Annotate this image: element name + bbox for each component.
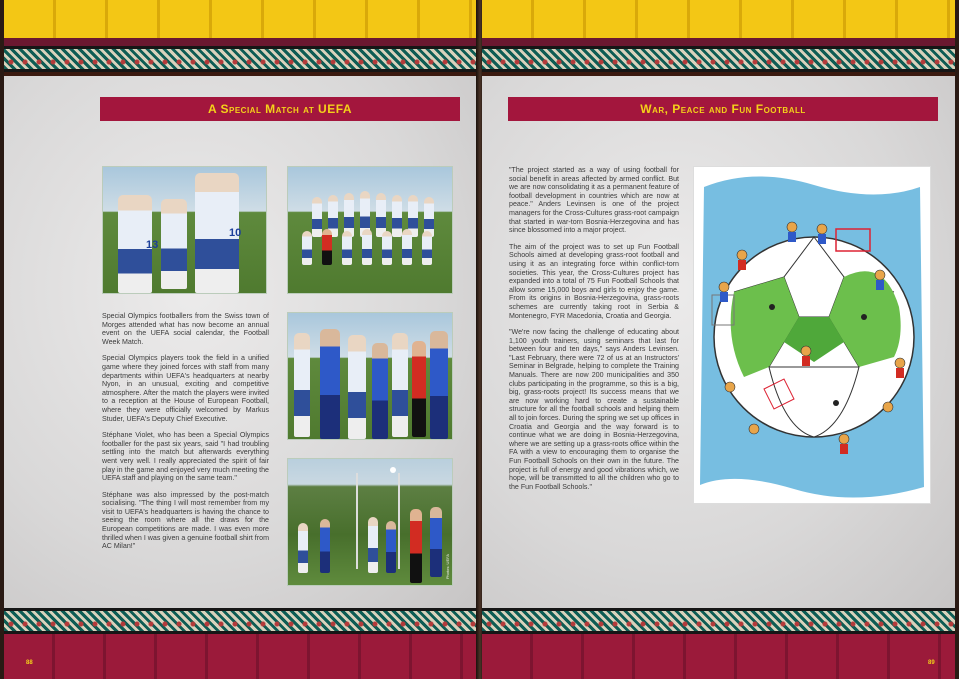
top-pattern-band: [482, 46, 955, 72]
jersey-number-10: 10: [229, 227, 242, 239]
right-article-text: [509, 166, 679, 499]
right-paragraph: The aim of the project was to set up Fun Football Schools aimed at developing grass-root football and using it as an integrating force within conflict-torn societies. This year, the Cross-Cultures project has expanded into a total of 75 Fun Football Schools that allow some 15,000 boys and girls to enjoy the game. From its origins in Bosnia-Herzegovina, grass-roots schemes are currently taking root in Serbia & Montenegro, FYR Macedonia, Croatia and Georgia.: [509, 242, 679, 320]
jersey-number-13: 13: [146, 239, 159, 251]
right-paragraph: "We're now facing the challenge of educating about 1,100 youth trainers, using seminars that last for between four and ten days," says Anders Levinsen. "Last February, there were 72 of us at an Instructors' Seminar in Belgrade, helping to complete the Training Manuals. There are now 200 municipalities and 350 clubs participating in the programme, so this is a big, big, grass-roots project! Its success means that we are now working hard to create a sustainable structure for all the football schools and helping them all to join forces. During the spring we set up offices in Croatia and Georgia and the way forward is to continue what we are doing in Bosnia-Herzegovina, where we are setting up a grass-roots office within the FA with a view to encouraging them to organise the Fun Football Schools on their own in the future. The project is full of energy and good vibrations which, we hope, will be transmitted to all the children who go to the Fun Football Schools.": [509, 328, 679, 491]
photo-two-players: [102, 166, 267, 294]
right-page-number: 89: [928, 660, 935, 666]
bottom-pattern-band: [482, 608, 955, 634]
top-pattern-band: [4, 46, 478, 72]
photo-match-action: [287, 312, 453, 440]
left-paragraph: Special Olympics footballers from the Swiss town of Morges attended what has now become an annual event on the UEFA social calendar, the Football Week Match.: [102, 312, 269, 346]
photo-header-goal: [287, 458, 453, 586]
top-dark-stripe: [482, 38, 955, 46]
photo-team-group: [287, 166, 453, 294]
bottom-pattern-band: [4, 608, 478, 634]
left-paragraph: Stéphane was also impressed by the post-match socialising. "The thing I will most remember from my visit to UEFA's headquarters is having the chance to seeing the room where all the draws for the European competitions are made. I was even more thrilled when I was given a genuine football shirt from AC Milan!": [102, 490, 269, 551]
photo-credit: Photos: UEFA: [445, 553, 450, 579]
left-page-number: 88: [26, 660, 33, 666]
top-yellow-band: [4, 0, 478, 38]
right-banner-title: War, Peace and Fun Football: [508, 97, 938, 121]
left-article-text: [102, 312, 269, 559]
left-paragraph: Stéphane Violet, who has been a Special Olympics footballer for the past six years, said "I had troubling settling into the match but afterwards everything went very well. I really appreciated the spirit of fair play in the game and enjoyed very much meeting the UEFA staff and playing on the same team.": [102, 431, 269, 483]
right-page: [482, 0, 955, 679]
right-paragraph: "The project started as a way of using football for social benefit in areas affected by armed conflict. But we are now consolidating it as a permanent feature of football development in countries which are now at peace." Anders Levinsen is one of the project managers for the Cross-Cultures grass-root campaign that started in war-torn Bosnia-Herzegovina and has since blossomed into a major project.: [509, 166, 679, 235]
top-yellow-band: [482, 0, 955, 38]
left-paragraph: Special Olympics players took the field in a unified game where they joined forces with staff from many departments within UEFA's headquarters at nearby Nyon, in an unusual, exciting and competitive atmosphere. After the match the players were invited to a reception at the House of European Football, where they were officially welcomed by Markus Studer, UEFA's Deputy Chief Executive.: [102, 354, 269, 423]
left-banner-title: A Special Match at UEFA: [100, 97, 460, 121]
children-football-drawing: [693, 166, 931, 504]
top-dark-stripe: [4, 38, 478, 46]
left-page: [4, 0, 478, 679]
bottom-crimson-band: [482, 634, 955, 679]
football-globe-illustration: [694, 167, 930, 503]
bottom-crimson-band: [4, 634, 478, 679]
